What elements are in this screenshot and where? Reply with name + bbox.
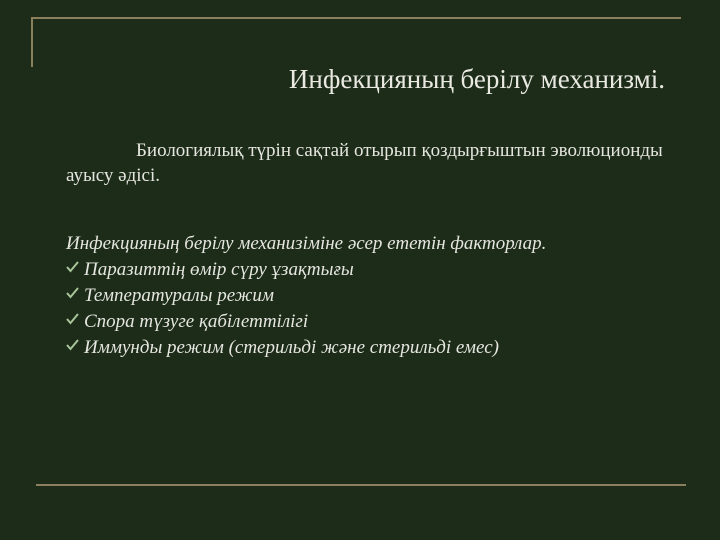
factor-list: [66, 257, 666, 361]
list-item: [66, 257, 666, 283]
checkmark-bullet-icon: [66, 339, 81, 351]
list-item: [66, 283, 666, 309]
factors-heading: Инфекцияның берілу механизіміне әсер ететін факторлар.: [66, 233, 547, 254]
checkmark-bullet-icon: [66, 287, 81, 299]
factor-text: Иммунды режим (стерильді және стерильді емес): [84, 337, 499, 358]
factor-text: Спора түзуге қабілеттілігі: [84, 311, 309, 332]
checkmark-bullet-icon: [66, 313, 81, 325]
factor-text: Температуралы режим: [84, 285, 274, 306]
slide-title: Инфекцияның берілу механизмі.: [288, 64, 665, 94]
list-item: [66, 335, 666, 361]
frame-left-line: [31, 17, 33, 67]
definition-text: [66, 138, 666, 188]
list-item: [66, 309, 666, 335]
checkmark-bullet-icon: [66, 261, 81, 273]
frame-top-line: [31, 17, 681, 19]
factors-block: [66, 231, 666, 361]
frame-bottom-line: [36, 484, 686, 486]
factor-text: Паразиттің өмір сүру ұзақтығы: [84, 259, 354, 280]
definition-body: Биологиялық түрін сақтай отырып қоздырғыштын эволюционды ауысу әдісі.: [66, 140, 663, 186]
